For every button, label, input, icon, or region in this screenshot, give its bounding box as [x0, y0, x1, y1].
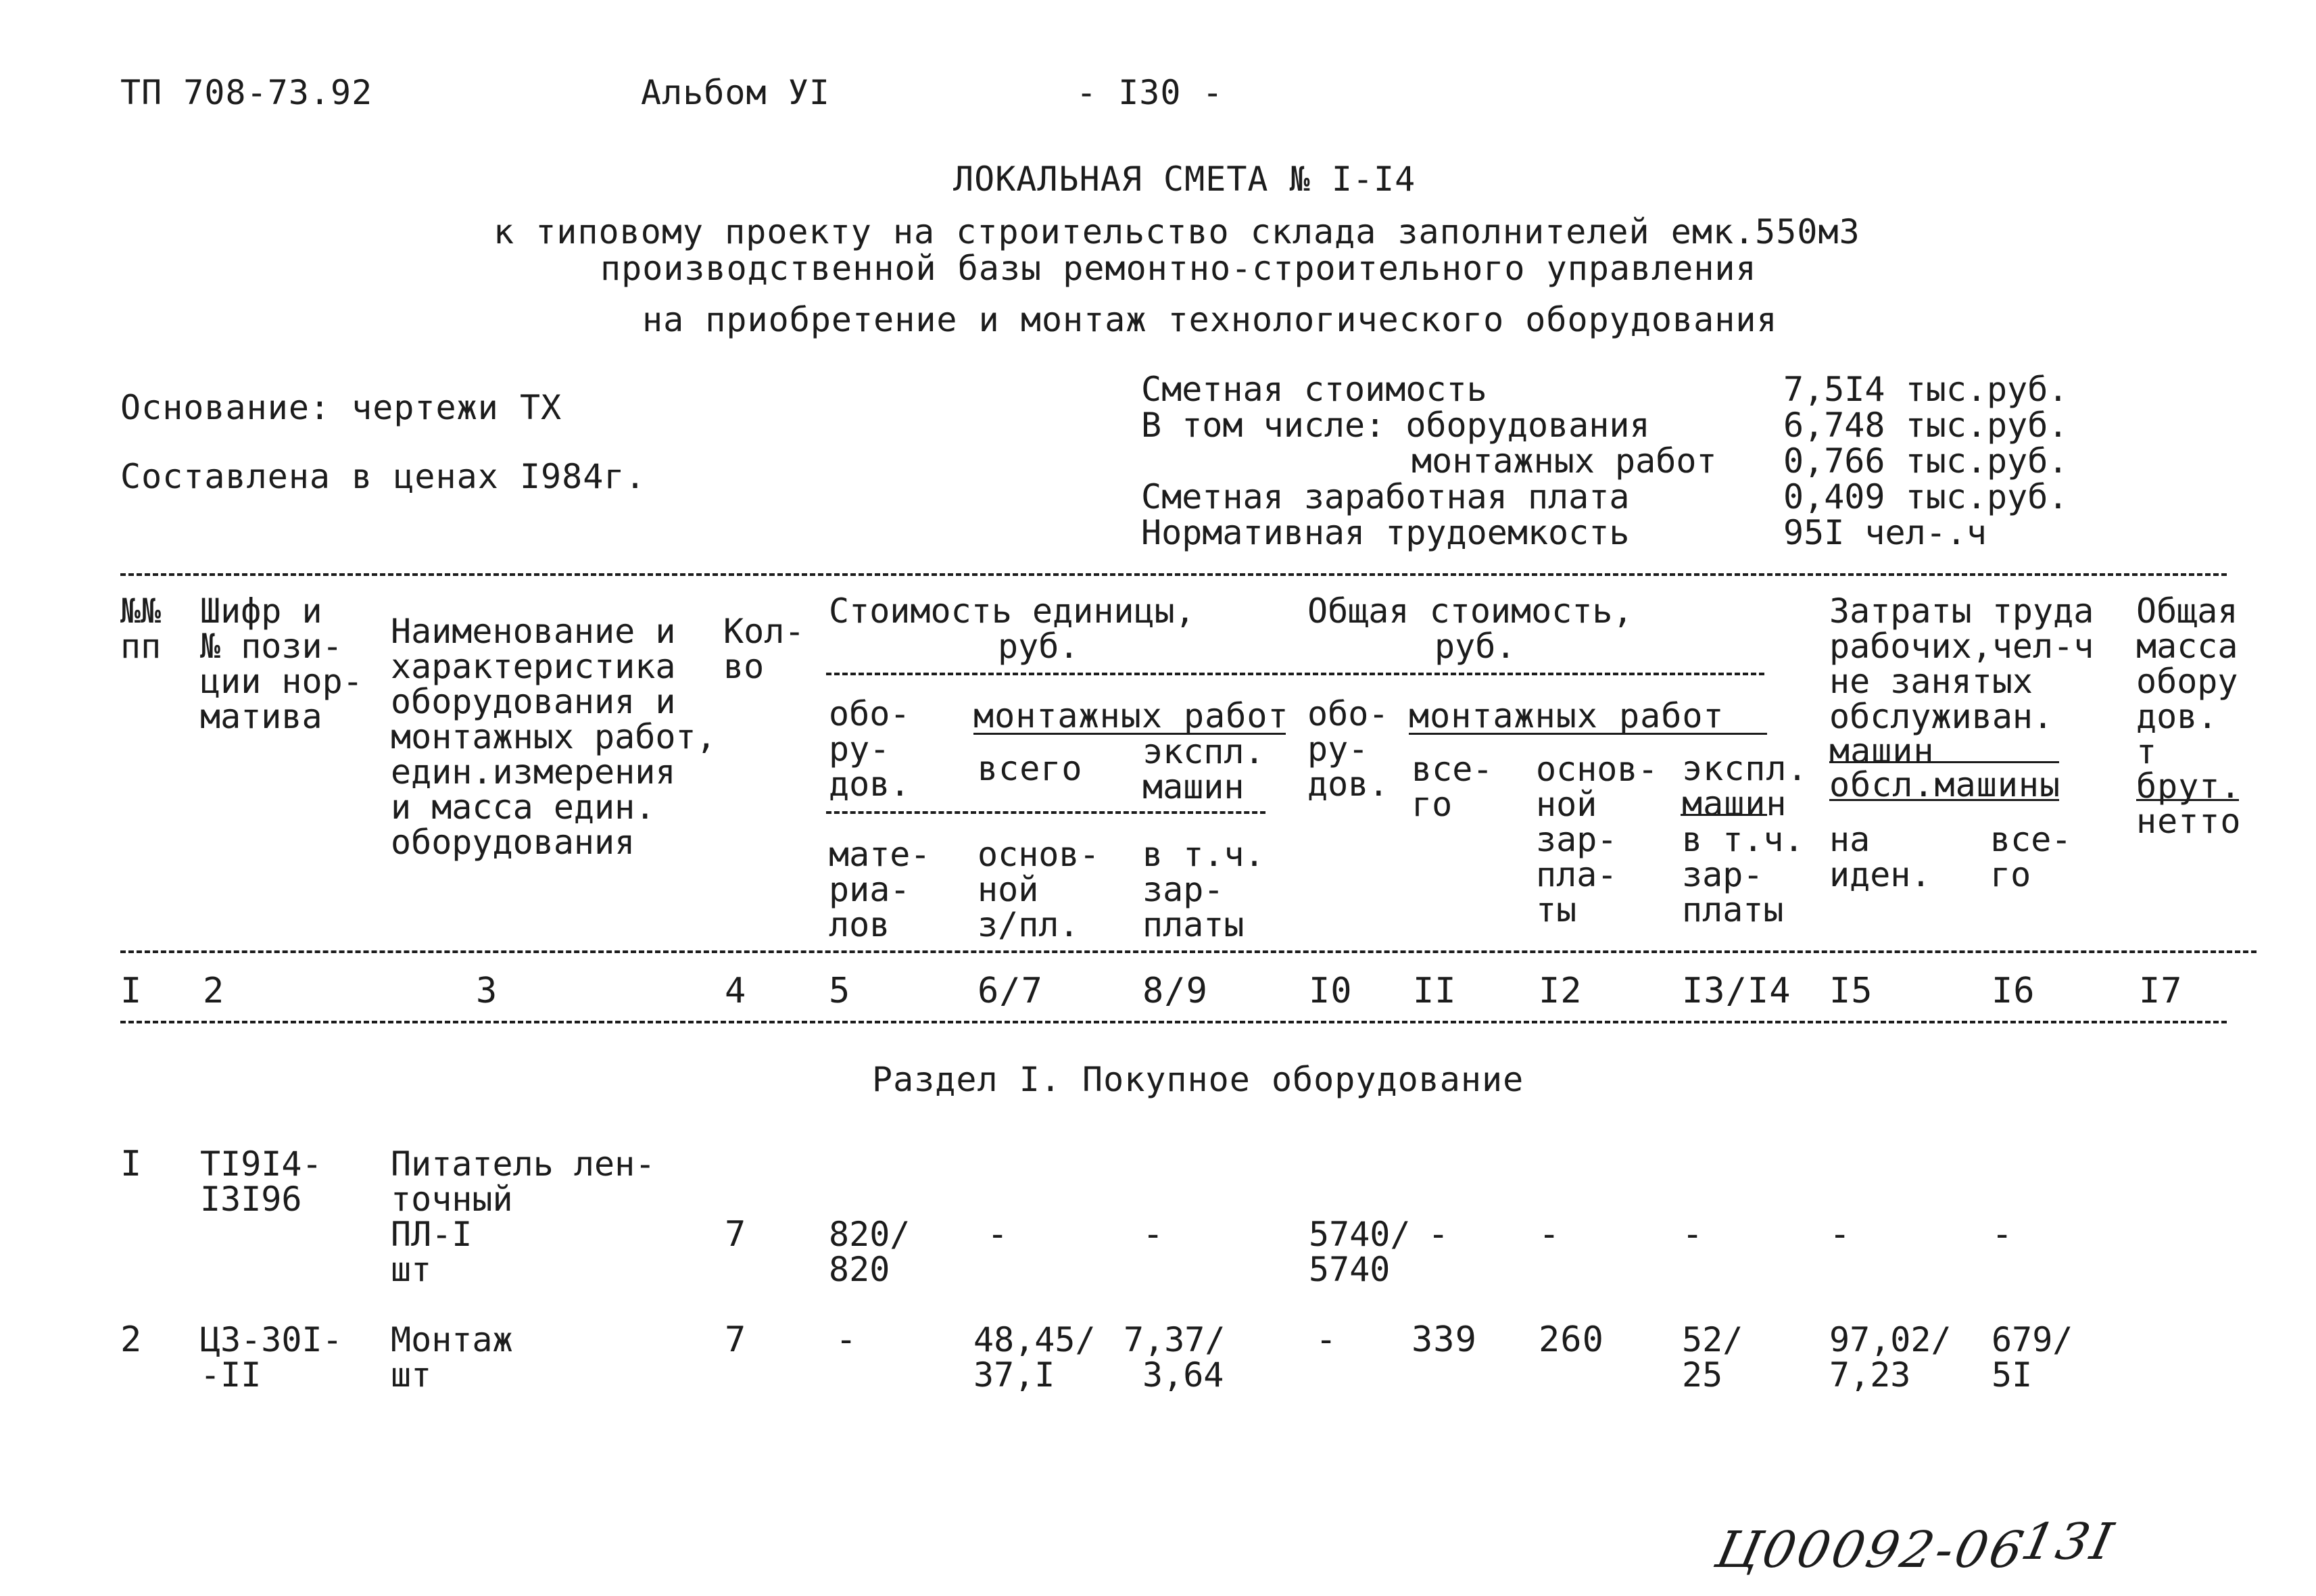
row-labor-total: 679/ 5I — [1992, 1320, 2073, 1395]
tc-total-header: все- го — [1412, 750, 1493, 824]
row-total-base-pay: 260 — [1539, 1320, 1604, 1360]
summary-label: Сметная стоимость — [1141, 370, 1487, 409]
tc-machines-header: машин — [1682, 784, 1787, 823]
cost-subheader-rule — [826, 673, 1764, 675]
column-number: 6/7 — [978, 971, 1043, 1011]
subtitle-line-2: производственной базы ремонтно-строительного управления — [600, 249, 1757, 288]
uc-expl-header: экспл. машин — [1142, 732, 1265, 806]
column-number: 8/9 — [1142, 971, 1208, 1011]
labor-machines-label: машин — [1829, 731, 1935, 771]
uc-materials-header: мате- риа- лов — [829, 835, 931, 944]
document-code: ТП 708-73.92 — [120, 73, 373, 112]
row-number: 2 — [120, 1320, 143, 1360]
summary-value: 0,409 тыс.руб. — [1783, 477, 2069, 516]
uc-equipment-header: обо- ру- дов. — [829, 694, 911, 804]
basis-text: Основание: чертежи ТХ — [120, 388, 562, 427]
labor-service-label: обсл.машины — [1829, 765, 2061, 804]
summary-label: монтажных работ — [1412, 441, 1717, 481]
row-total-mount: 339 — [1412, 1320, 1477, 1360]
column-number: I — [120, 971, 143, 1011]
column-numbers-rule — [120, 1021, 2227, 1023]
row-code: TI9I4- I3I96 — [200, 1144, 322, 1219]
row-total-equipment: 5740/ 5740 — [1309, 1215, 1411, 1289]
uc-base-header: основ- ной з/пл. — [978, 835, 1100, 944]
summary-values — [1783, 372, 2068, 551]
summary-label: Сметная заработная плата — [1141, 477, 1630, 516]
header-top-rule — [120, 573, 2227, 576]
row-total-mount: - — [1428, 1214, 1450, 1255]
summary-label: Нормативная трудоемкость — [1141, 513, 1630, 552]
column-number: II — [1413, 971, 1457, 1011]
row-total-base-pay: - — [1539, 1214, 1561, 1255]
column-number: I7 — [2139, 971, 2183, 1011]
row-name: Питатель лен- точный ПЛ-I шт — [391, 1144, 656, 1289]
uc-total-header: всего — [978, 749, 1083, 788]
document-title: ЛОКАЛЬНАЯ СМЕТА № I-I4 — [953, 160, 1416, 199]
col-qty-header: Кол- во — [723, 612, 805, 686]
total-cost-header: Общая стоимость, руб. — [1307, 591, 1633, 666]
handwritten-code: Ц00092-06 — [1710, 1521, 2031, 1579]
row-number: I — [120, 1144, 143, 1184]
row-code: ЦЗ-30I- -II — [200, 1320, 343, 1395]
prices-text: Составлена в ценах I984г. — [120, 457, 646, 496]
tc-base-header: основ- ной зар- пла- ты — [1536, 750, 1658, 929]
row-unit-equipment: 820/ 820 — [829, 1215, 911, 1289]
summary-value: 7,5I4 тыс.руб. — [1783, 370, 2069, 409]
column-number: I5 — [1829, 971, 1873, 1011]
unit-cost-header: Стоимость единицы, руб. — [829, 591, 1195, 666]
column-number: I2 — [1539, 971, 1583, 1011]
summary-value: 95I чел-.ч — [1783, 513, 1987, 552]
uc-mount-header: монтажных работ — [973, 696, 1289, 735]
handwritten-page: 13I — [2016, 1513, 2121, 1571]
summary-labels — [1141, 372, 1717, 551]
mass-net-label: нетто — [2136, 802, 2242, 841]
column-number: I3/I4 — [1682, 971, 1791, 1011]
row-unit-machines: 7,37/ 3,64 — [1124, 1320, 1226, 1395]
row-labor-total: - — [1992, 1214, 2014, 1255]
summary-label: В том числе: оборудования — [1141, 406, 1650, 445]
tc-incl-header: в т.ч. зар- платы — [1682, 820, 1804, 929]
subtitle-line-3: на приобретение и монтаж технологического оборудования — [642, 300, 1778, 339]
labor-total-header: все- го — [1990, 820, 2072, 894]
row-unit-mount-total: - — [987, 1214, 1009, 1255]
tc-expl-header: экспл. — [1682, 749, 1808, 788]
row-total-machines: - — [1682, 1214, 1704, 1255]
column-number: I6 — [1992, 971, 2035, 1011]
subtitle-line-1: к типовому проекту на строительство склада заполнителей емк.550м3 — [493, 212, 1860, 251]
column-number: I0 — [1309, 971, 1353, 1011]
row-labor-unit: 97,02/ 7,23 — [1829, 1320, 1952, 1395]
row-unit-machines: - — [1142, 1214, 1165, 1255]
row-total-machines: 52/ 25 — [1682, 1320, 1743, 1395]
column-number: 5 — [829, 971, 851, 1011]
row-labor-unit: - — [1829, 1214, 1852, 1255]
row-qty: 7 — [725, 1214, 747, 1255]
mass-header: Общая масса обору дов. т — [2136, 591, 2238, 771]
row-total-equipment: - — [1316, 1320, 1338, 1360]
mass-gross-label: брут. — [2136, 767, 2242, 806]
row-unit-mount-total: 48,45/ 37,I — [973, 1320, 1096, 1395]
section-title: Раздел I. Покупное оборудование — [872, 1060, 1524, 1099]
column-number: 4 — [725, 971, 747, 1011]
row-qty: 7 — [725, 1320, 747, 1360]
header-bottom-rule — [120, 950, 2257, 953]
labor-header: Затраты труда рабочих,чел-ч не занятых обслуживан. — [1829, 591, 2094, 736]
column-number: 2 — [203, 971, 225, 1011]
col-name-header: Наименование и характеристика оборудования и монтажных работ, един.измерения и масса един. оборудования — [391, 612, 717, 862]
summary-value: 0,766 тыс.руб. — [1783, 441, 2069, 481]
summary-value: 6,748 тыс.руб. — [1783, 406, 2069, 445]
tc-equipment-header: обо- ру- дов. — [1307, 694, 1389, 804]
unit-cost-inner-rule — [826, 811, 1265, 814]
column-number: 3 — [476, 971, 498, 1011]
labor-unit-header: на иден. — [1829, 820, 1931, 894]
uc-incl-header: в т.ч. зар- платы — [1142, 835, 1265, 944]
page-number: - I30 - — [1076, 73, 1224, 112]
col-code-header: Шифр и № пози- ции нор- матива — [200, 591, 363, 736]
album-label: Альбом УI — [641, 73, 830, 112]
col-number-header: №№ пп — [120, 591, 162, 666]
row-name: Монтаж шт — [391, 1320, 513, 1395]
row-unit-equipment: - — [836, 1320, 858, 1360]
tc-mount-header: монтажных работ — [1409, 696, 1724, 735]
